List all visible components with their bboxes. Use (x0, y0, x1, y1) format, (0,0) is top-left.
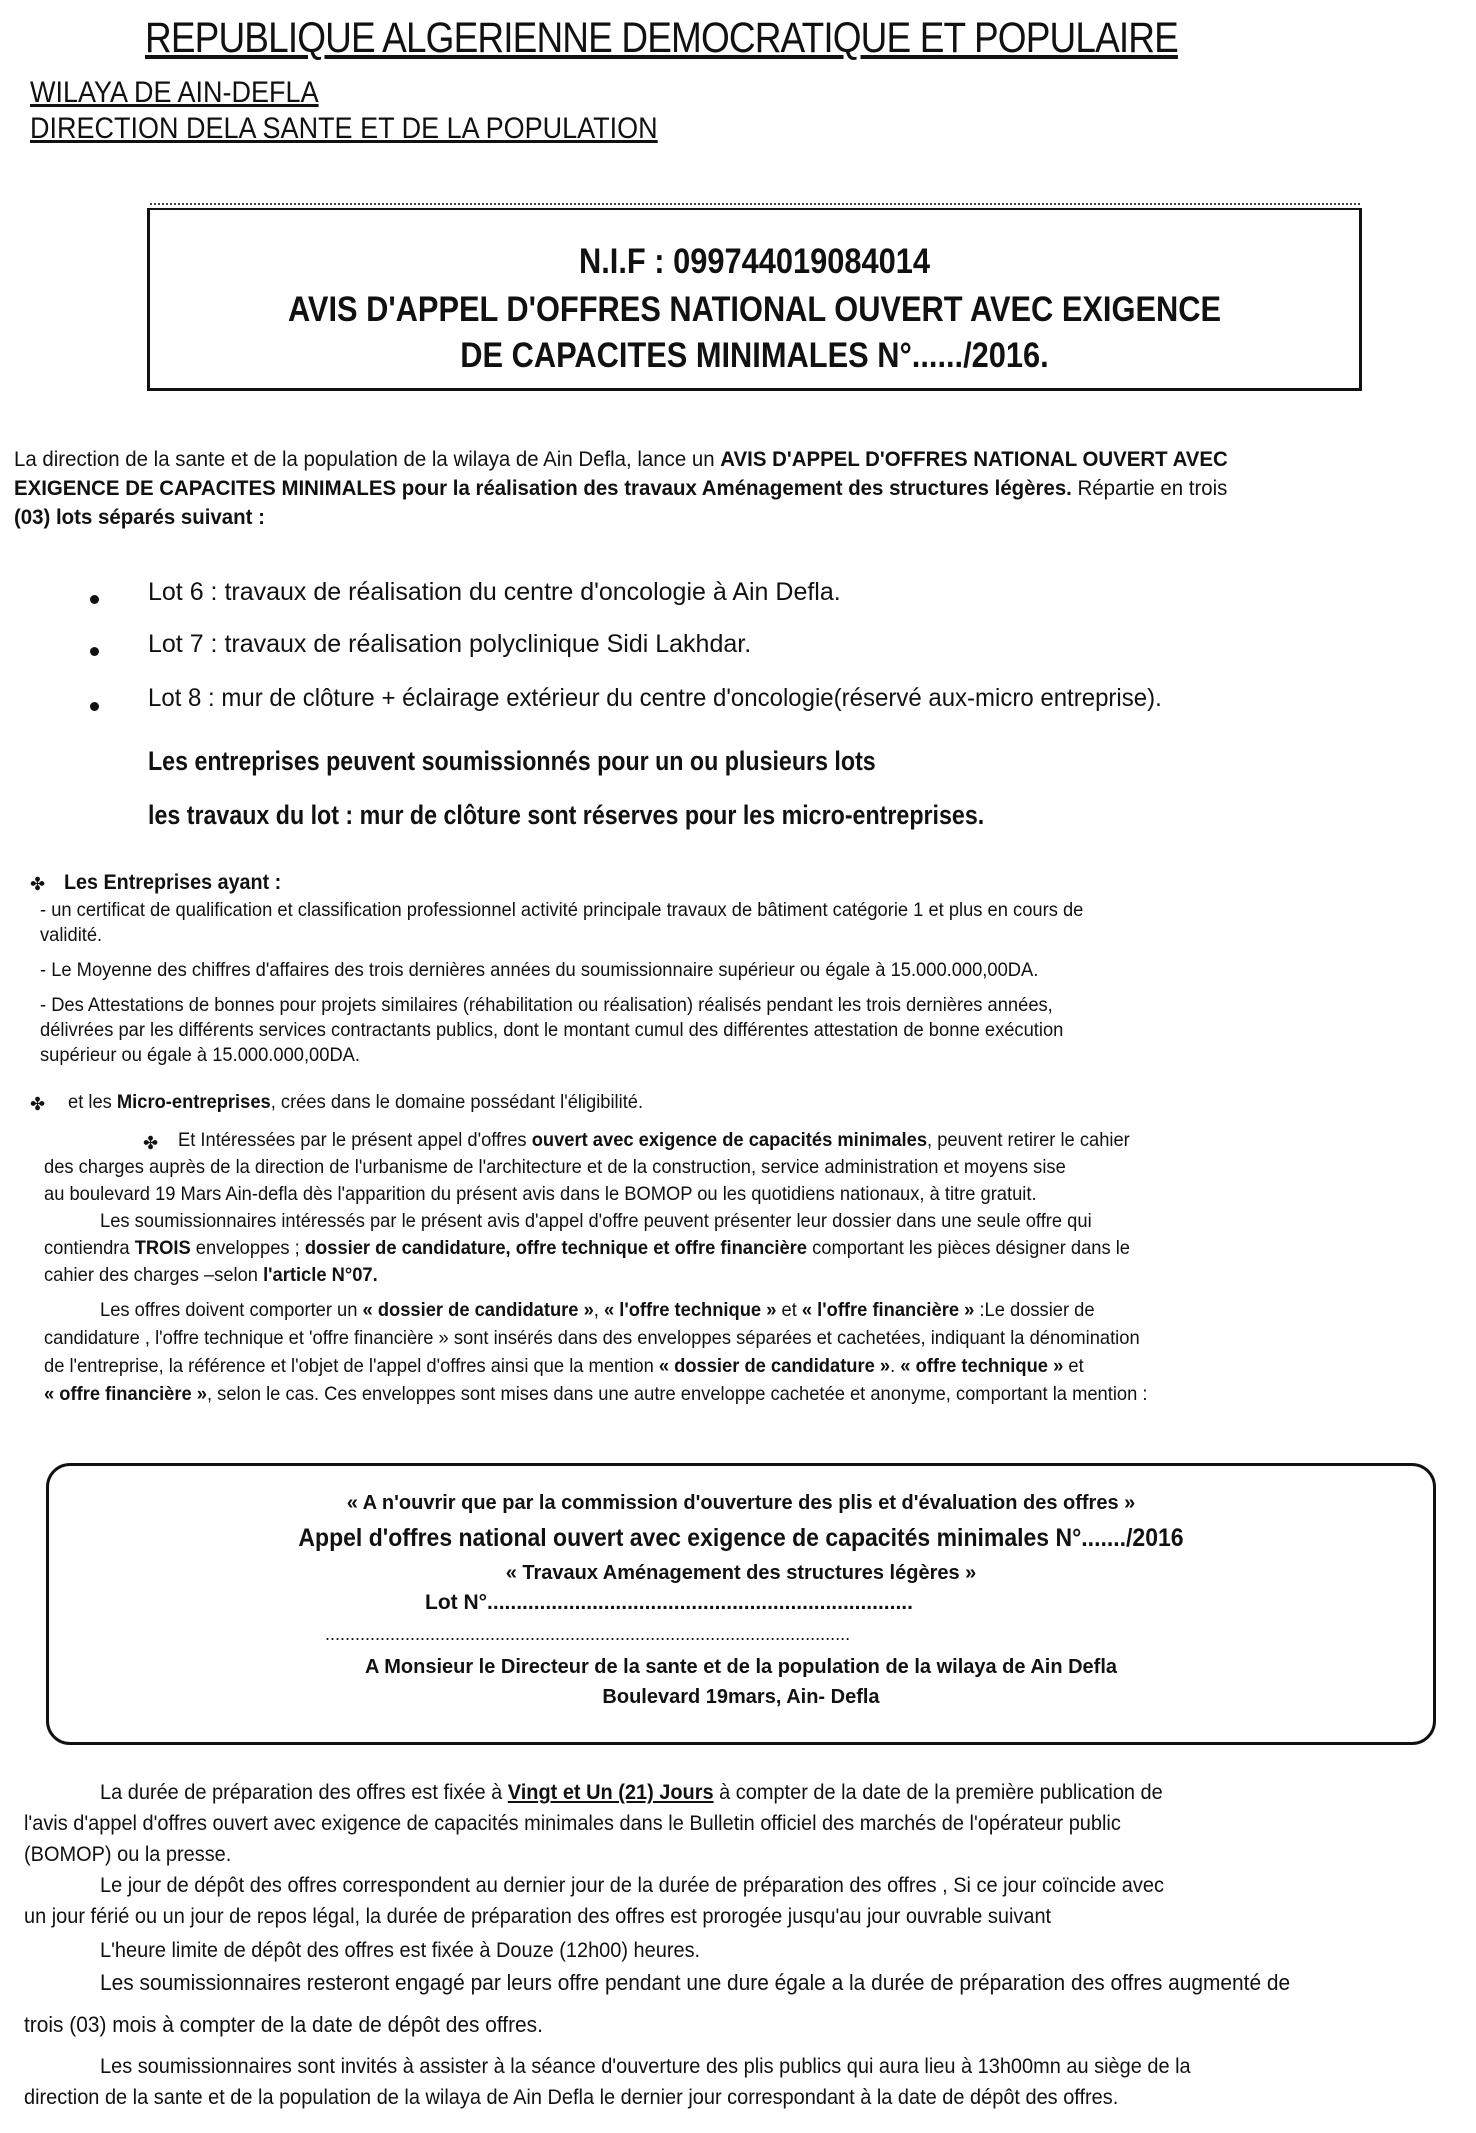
para-2-line-1: Les soumissionnaires intéressés par le présent avis d'appel d'offre peuvent présenter leur dossier dans une seule offre qui (100, 1210, 1092, 1232)
para-text: enveloppes ; (190, 1237, 305, 1259)
intro-bold: pour la réalisation des travaux Aménagement des structures légères. (396, 476, 1072, 500)
lot-item: Lot 6 : travaux de réalisation du centre d'oncologie à Ain Defla. (148, 578, 841, 606)
note-1: Les entreprises peuvent soumissionnés pour un ou plusieurs lots (148, 746, 876, 776)
para-bold: « offre technique » (900, 1355, 1064, 1377)
para-3-line-4 (44, 1382, 1148, 1407)
bullet-icon (90, 647, 99, 656)
intro-bold: AVIS D'APPEL D'OFFRES NATIONAL OUVERT AVEC (720, 447, 1228, 471)
closing-1-line-1 (100, 1778, 1163, 1808)
closing-3: L'heure limite de dépôt des offres est fixée à Douze (12h00) heures. (100, 1939, 701, 1962)
intro-bold: EXIGENCE DE CAPACITES MINIMALES (14, 476, 397, 500)
para-text: :Le dossier de (974, 1299, 1095, 1321)
diamond-bullet-icon: ✤ (30, 874, 46, 894)
para-bold: TROIS (134, 1237, 191, 1259)
condition-line: supérieur ou égale à 15.000.000,00DA. (40, 1044, 360, 1066)
closing-4-line-1: Les soumissionnaires resteront engagé par leurs offre pendant une dure égale a la durée de préparation des offres augmenté de (100, 1970, 1291, 1995)
envelope-dotted-line: ......................................................................................................... (325, 1624, 851, 1644)
bullet-icon (90, 595, 99, 604)
envelope-line-3: « Travaux Aménagement des structures légères » (505, 1562, 977, 1584)
envelope-recipient: A Monsieur le Directeur de la sante et de la population de la wilaya de Ain Defla (364, 1656, 1118, 1678)
closing-1-line-3: (BOMOP) ou la presse. (24, 1843, 232, 1866)
direction-label: DIRECTION DELA SANTE ET DE LA POPULATION (30, 112, 658, 145)
para-text: comportant les pièces désigner dans le (807, 1237, 1131, 1259)
envelope-line-1: « A n'ouvrir que par la commission d'ouverture des plis et d'évaluation des offres » (346, 1492, 1136, 1514)
para-bold: l'article N°07. (263, 1264, 378, 1286)
condition-line: - un certificat de qualification et classification professionnel activité principale travaux de bâtiment catégorie 1 et plus en cours de (40, 899, 1084, 921)
para-text: de l'entreprise, la référence et l'objet de l'appel d'offres ainsi que la mention (44, 1355, 659, 1377)
envelope-mention-box (46, 1463, 1436, 1745)
para-bold: « l'offre financière » (801, 1299, 975, 1321)
para-1-line-3: au boulevard 19 Mars Ain-defla dès l'apparition du présent avis dans le BOMOP ou les quotidiens nationaux, à titre gratuit. (44, 1183, 1037, 1205)
para-text: . (890, 1355, 901, 1377)
para-text: Et Intéressées par le présent appel d'offres (178, 1129, 532, 1151)
para-3-line-2: candidature , l'offre technique et 'offre financière » sont insérés dans des enveloppes séparées et cachetées, indiquant la dénomination (44, 1327, 1140, 1349)
closing-text: La durée de préparation des offres est fixée à (100, 1781, 508, 1804)
condition-line: - Le Moyenne des chiffres d'affaires des trois dernières années du soumissionnaire supérieur ou égale à 15.000.000,00DA. (40, 959, 1039, 981)
envelope-line-2: Appel d'offres national ouvert avec exigence de capacités minimales N°......./2016 (298, 1524, 1184, 1552)
intro-line-3: (03) lots séparés suivant : (14, 505, 265, 529)
para-text: , selon le cas. Ces enveloppes sont mises dans une autre enveloppe cachetée et anonyme, comportant la mention : (207, 1383, 1148, 1405)
country-title: REPUBLIQUE ALGERIENNE DEMOCRATIQUE ET POPULAIRE (145, 14, 1178, 62)
micro-text: , crées dans le domaine possédant l'éligibilité. (270, 1091, 644, 1113)
intro-text: La direction de la sante et de la population de la wilaya de Ain Defla, lance un (14, 447, 721, 471)
para-text: cahier des charges –selon (44, 1264, 264, 1286)
condition-line: - Des Attestations de bonnes pour projets similaires (réhabilitation ou réalisation) réalisés pendant les trois dernières années, (40, 994, 1053, 1016)
micro-line (68, 1090, 643, 1115)
title-line-1: AVIS D'APPEL D'OFFRES NATIONAL OUVERT AVEC EXIGENCE (287, 290, 1222, 329)
para-text: contiendra (44, 1237, 135, 1259)
nif-line: N.I.F : 099744019084014 (578, 242, 931, 281)
lot-item: Lot 8 : mur de clôture + éclairage extérieur du centre d'oncologie(réservé aux-micro entreprise). (148, 684, 1162, 712)
envelope-address: Boulevard 19mars, Ain- Defla (602, 1686, 880, 1708)
micro-text: et les (68, 1091, 117, 1113)
para-1-line-1 (178, 1128, 1130, 1153)
para-bold: ouvert avec exigence de capacités minimales (531, 1129, 928, 1151)
closing-bold-underline: Vingt et Un (21) Jours (507, 1781, 714, 1804)
dotted-rule (150, 203, 1360, 205)
closing-5-line-1: Les soumissionnaires sont invités à assister à la séance d'ouverture des plis publics qui aura lieu à 13h00mn au siège de la (100, 2055, 1191, 2078)
closing-2-line-2: un jour férié ou un jour de repos légal, la durée de préparation des offres est prorogée jusqu'au jour ouvrable suivant (24, 1905, 1052, 1928)
lot-item: Lot 7 : travaux de réalisation polyclinique Sidi Lakhdar. (148, 630, 752, 658)
para-2-line-2 (44, 1236, 1130, 1261)
para-1-line-2: des charges auprès de la direction de l'urbanisme de l'architecture et de la construction, service administration et moyens sise (44, 1156, 1066, 1178)
closing-5-line-2: direction de la sante et de la population de la wilaya de Ain Defla le dernier jour correspondant à la date de dépôt des offres. (24, 2086, 1119, 2109)
para-text: , (593, 1299, 604, 1321)
conditions-heading: Les Entreprises ayant : (64, 871, 282, 894)
para-3-line-1 (100, 1298, 1095, 1323)
para-text: , peuvent retirer le cahier (927, 1129, 1130, 1151)
para-bold: « offre financière » (44, 1383, 208, 1405)
para-2-line-3 (44, 1263, 378, 1288)
diamond-bullet-icon: ✤ (30, 1094, 46, 1114)
wilaya-label: WILAYA DE AIN-DEFLA (30, 76, 319, 109)
para-bold: « dossier de candidature » (362, 1299, 594, 1321)
para-text: et (1063, 1355, 1084, 1377)
closing-2-line-1: Le jour de dépôt des offres correspondent au dernier jour de la durée de préparation des offres , Si ce jour coïncide avec (100, 1874, 1164, 1897)
closing-1-line-2: l'avis d'appel d'offres ouvert avec exigence de capacités minimales dans le Bulletin officiel des marchés de l'opérateur public (24, 1812, 1121, 1835)
para-bold: « l'offre technique » (603, 1299, 777, 1321)
bullet-icon (90, 702, 99, 711)
closing-text: à compter de la date de la première publication de (713, 1781, 1163, 1804)
intro-line-1 (14, 445, 1228, 473)
title-box (147, 208, 1362, 391)
para-text: et (776, 1299, 802, 1321)
note-2: les travaux du lot : mur de clôture sont réserves pour les micro-entreprises. (148, 800, 985, 830)
closing-4-line-2: trois (03) mois à compter de la date de dépôt des offres. (24, 2012, 543, 2037)
para-bold: « dossier de candidature » (658, 1355, 891, 1377)
envelope-lot-line: Lot N°......................................................................... (425, 1591, 913, 1614)
micro-bold: Micro-entreprises (116, 1091, 271, 1113)
condition-line: délivrées par les différents services contractants publics, dont le montant cumul des différentes attestation de bonne exécution (40, 1019, 1064, 1041)
para-text: Les offres doivent comporter un (100, 1299, 363, 1321)
para-3-line-3 (44, 1354, 1084, 1379)
intro-text: Répartie en trois (1071, 476, 1228, 500)
intro-line-2 (14, 474, 1227, 502)
para-bold: dossier de candidature, offre technique et offre financière (304, 1237, 808, 1259)
condition-line: validité. (40, 924, 103, 946)
diamond-bullet-icon: ✤ (143, 1133, 159, 1153)
title-line-2: DE CAPACITES MINIMALES N°....../2016. (460, 336, 1049, 375)
